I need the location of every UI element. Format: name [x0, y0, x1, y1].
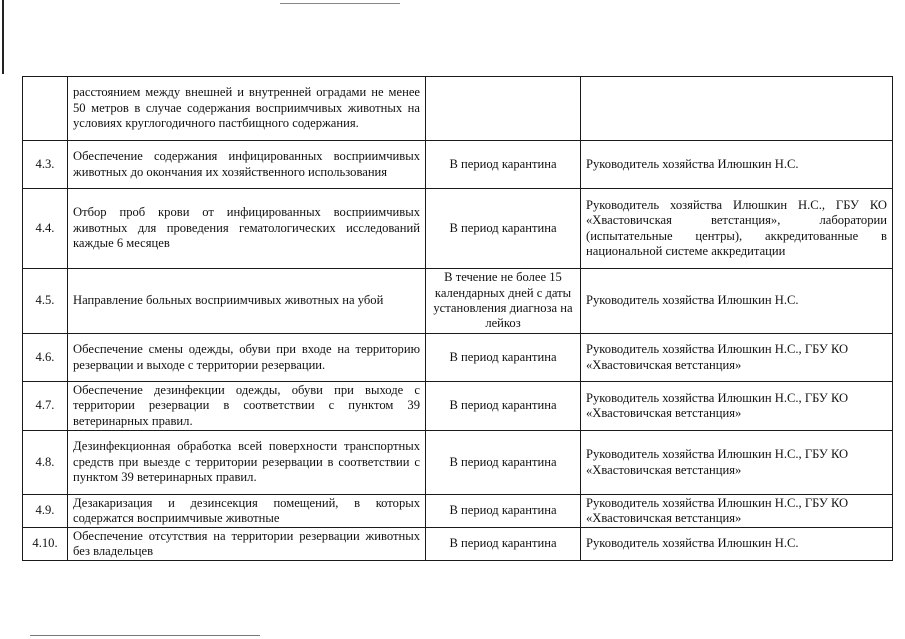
table-row [23, 382, 893, 431]
period-text: В период карантина [426, 431, 581, 495]
period-text [426, 77, 581, 141]
item-number: 4.7. [23, 382, 68, 431]
responsible-text: Руководитель хозяйства Илюшкин Н.С., ГБУ КО «Хвастовичская ветстанция» [581, 431, 893, 495]
item-number: 4.3. [23, 141, 68, 189]
scan-top-mark [280, 3, 400, 4]
responsible-text: Руководитель хозяйства Илюшкин Н.С. [581, 269, 893, 334]
responsible-text: Руководитель хозяйства Илюшкин Н.С., ГБУ КО «Хвастовичская ветстанция» [581, 334, 893, 382]
measure-text: Отбор проб крови от инфицированных восприимчивых животных для проведения гематологических исследований каждые 6 месяцев [68, 189, 426, 269]
measure-text: Обеспечение отсутствия на территории резервации животных без владельцев [68, 528, 426, 561]
item-number: 4.9. [23, 495, 68, 528]
table-row [23, 431, 893, 495]
table-row [23, 528, 893, 561]
responsible-text: Руководитель хозяйства Илюшкин Н.С., ГБУ КО «Хвастовичская ветстанция» [581, 495, 893, 528]
responsible-text: Руководитель хозяйства Илюшкин Н.С. [581, 141, 893, 189]
responsible-text: Руководитель хозяйства Илюшкин Н.С. [581, 528, 893, 561]
period-text: В период карантина [426, 528, 581, 561]
responsible-text: Руководитель хозяйства Илюшкин Н.С., ГБУ КО «Хвастовичская ветстанция» [581, 382, 893, 431]
measure-text: Обеспечение дезинфекции одежды, обуви при выходе с территории резервации в соответствии с пунктом 39 ветеринарных правил. [68, 382, 426, 431]
period-text: В период карантина [426, 495, 581, 528]
measure-text: расстоянием между внешней и внутренней оградами не менее 50 метров в случае содержания восприимчивых животных на условиях круглогодичного пастбищного содержания. [68, 77, 426, 141]
scan-edge-mark [2, 0, 4, 74]
table-row [23, 495, 893, 528]
item-number: 4.8. [23, 431, 68, 495]
responsible-text: Руководитель хозяйства Илюшкин Н.С., ГБУ КО «Хвастовичская ветстанция», лаборатории (испытательные центры), аккредитованные в национальной системе аккредитации [581, 189, 893, 269]
footnote-rule [30, 635, 260, 636]
item-number: 4.6. [23, 334, 68, 382]
measure-text: Обеспечение содержания инфицированных восприимчивых животных до окончания их хозяйственного использования [68, 141, 426, 189]
period-text: В период карантина [426, 382, 581, 431]
item-number: 4.5. [23, 269, 68, 334]
item-number [23, 77, 68, 141]
item-number: 4.10. [23, 528, 68, 561]
item-number: 4.4. [23, 189, 68, 269]
measure-text: Дезинфекционная обработка всей поверхности транспортных средств при выезде с территории резервации в соответствии с пунктом 39 ветеринарных правил. [68, 431, 426, 495]
table-row [23, 77, 893, 141]
table-row [23, 189, 893, 269]
table-row [23, 334, 893, 382]
table-row [23, 269, 893, 334]
table-row [23, 141, 893, 189]
measure-text: Дезакаризация и дезинсекция помещений, в которых содержатся восприимчивые животные [68, 495, 426, 528]
measure-text: Направление больных восприимчивых животных на убой [68, 269, 426, 334]
measure-text: Обеспечение смены одежды, обуви при входе на территорию резервации и выходе с территории резервации. [68, 334, 426, 382]
period-text: В период карантина [426, 141, 581, 189]
measures-table [22, 76, 893, 561]
responsible-text [581, 77, 893, 141]
period-text: В период карантина [426, 189, 581, 269]
period-text: В течение не более 15 календарных дней с даты установления диагноза на лейкоз [426, 269, 581, 334]
period-text: В период карантина [426, 334, 581, 382]
